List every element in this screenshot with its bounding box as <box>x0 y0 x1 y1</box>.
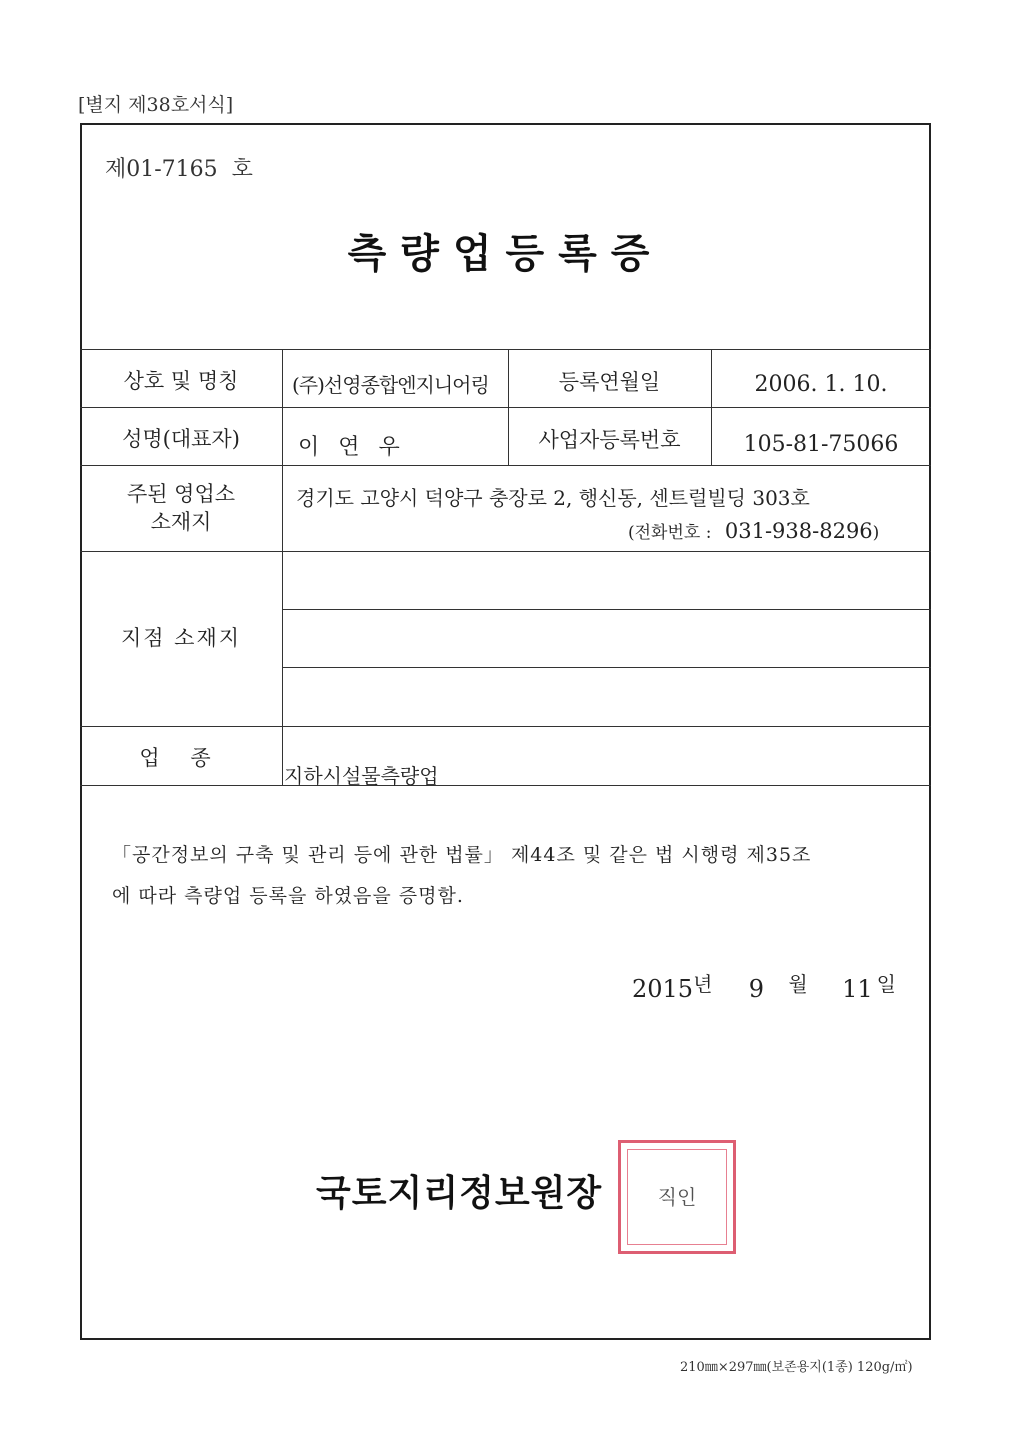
main-office-address: 경기도 고양시 덕양구 충장로 2, 행신동, 센트럴빌딩 303호 <box>296 486 810 510</box>
issue-month: 9 <box>748 975 765 1003</box>
table-line <box>80 407 931 408</box>
main-office-label-line1: 주된 영업소 <box>126 482 236 506</box>
issue-year-unit: 년 <box>693 972 713 996</box>
registration-date-value: 2006. 1. 10. <box>754 372 888 397</box>
table-line <box>80 465 931 466</box>
phone-number: 031-938-8296 <box>724 519 873 543</box>
paper-specification: 210㎜×297㎜(보존용지(1종) 120g/㎡) <box>680 1360 913 1375</box>
main-office-phone <box>628 518 879 543</box>
table-line <box>80 785 931 786</box>
seal-label: 직인 <box>657 1185 697 1209</box>
issue-month-unit: 월 <box>788 972 808 996</box>
certificate-number: 제01-7165 호 <box>105 157 253 182</box>
certification-text-line1: 「공간정보의 구축 및 관리 등에 관한 법률」 제44조 및 같은 법 시행령 제35조 <box>112 844 812 866</box>
table-line <box>282 349 283 785</box>
trade-name-label: 상호 및 명칭 <box>123 369 239 393</box>
form-label: [별지 제38호서식] <box>78 94 234 116</box>
main-office-label <box>80 480 282 536</box>
business-registration-label: 사업자등록번호 <box>538 428 681 452</box>
issue-date <box>632 974 896 1003</box>
certificate-frame <box>80 123 931 1340</box>
representative-label: 성명(대표자) <box>122 427 240 451</box>
registration-date-label: 등록연월일 <box>558 370 661 394</box>
business-type-value: 지하시설물측량업 <box>284 764 439 788</box>
official-seal <box>618 1140 736 1254</box>
phone-prefix: (전화번호 : <box>628 523 712 543</box>
business-type-label: 업 종 <box>139 746 223 770</box>
issue-year: 2015 <box>632 975 694 1003</box>
table-line <box>80 726 931 727</box>
representative-value: 이 연 우 <box>298 435 406 460</box>
issuer-name: 국토지리정보원장 <box>316 1173 603 1214</box>
table-line <box>283 667 931 668</box>
certification-text-line2: 에 따라 측량업 등록을 하였음을 증명함. <box>112 885 464 907</box>
table-line <box>80 349 931 350</box>
business-registration-value: 105-81-75066 <box>743 432 899 457</box>
table-line <box>80 551 931 552</box>
document-title: 측량업등록증 <box>347 231 664 277</box>
phone-suffix: ) <box>872 523 880 543</box>
main-office-label-line2: 소재지 <box>150 510 212 534</box>
table-line <box>283 609 931 610</box>
trade-name-value: (주)선영종합엔지니어링 <box>292 373 489 397</box>
issue-day: 11 <box>842 975 873 1003</box>
issue-day-unit: 일 <box>876 972 896 996</box>
branch-location-label: 지점 소재지 <box>120 626 242 650</box>
